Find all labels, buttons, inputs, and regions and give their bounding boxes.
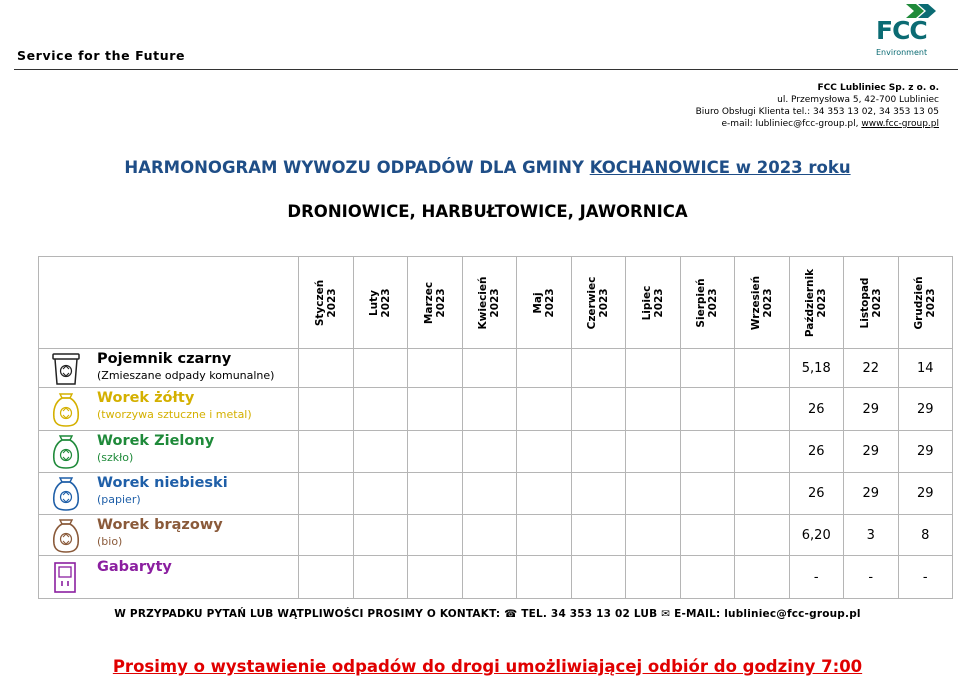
month-header — [626, 257, 681, 349]
month-label — [695, 278, 719, 327]
waste-type-desc: (bio) — [97, 535, 123, 548]
pickup-day-cell — [626, 388, 681, 431]
waste-type-desc: (papier) — [97, 493, 141, 506]
waste-type-cell — [39, 556, 299, 599]
month-name: Wrzesień — [749, 275, 762, 330]
pickup-day-cell — [408, 515, 463, 556]
waste-type-cell — [39, 388, 299, 431]
logo-text: FCC — [876, 16, 927, 45]
month-label — [314, 279, 338, 325]
pickup-day-cell: 26 — [789, 473, 844, 515]
title-main: HARMONOGRAM WYWOZU ODPADÓW DLA GMINY — [124, 158, 590, 177]
contact-email: E-MAIL: lubliniec@fcc-group.pl — [670, 608, 861, 620]
month-name: Grudzień — [913, 275, 926, 330]
month-header — [844, 257, 899, 349]
month-name: Styczeń — [313, 279, 326, 326]
company-address: ul. Przemysłowa 5, 42-700 Lubliniec — [777, 95, 939, 105]
month-name: Sierpień — [695, 277, 708, 328]
pickup-day-cell — [680, 388, 735, 431]
pickup-day-cell — [626, 515, 681, 556]
waste-type-desc: (tworzywa sztuczne i metal) — [97, 408, 252, 421]
contact-phone: TEL. 34 353 13 02 LUB — [517, 608, 662, 620]
month-label — [477, 276, 501, 329]
pickup-day-cell — [626, 473, 681, 515]
schedule-table — [38, 256, 953, 599]
pickup-day-cell — [680, 515, 735, 556]
waste-type-desc: (Zmieszane odpady komunalne) — [97, 369, 275, 382]
pickup-day-cell — [408, 349, 463, 388]
pickup-day-cell — [517, 349, 572, 388]
waste-type-cell — [39, 349, 299, 388]
waste-row — [39, 349, 953, 388]
waste-row — [39, 515, 953, 556]
pickup-day-cell: - — [789, 556, 844, 599]
brown-bag-icon — [51, 518, 81, 554]
month-year: 2023 — [652, 287, 665, 318]
furniture-icon — [51, 560, 81, 596]
waste-type-name: Worek brązowy — [97, 517, 223, 533]
waste-type-desc: (szkło) — [97, 451, 134, 464]
pickup-day-cell — [299, 431, 354, 473]
pickup-day-cell — [571, 388, 626, 431]
month-year: 2023 — [761, 287, 774, 318]
pickup-day-cell — [462, 515, 517, 556]
company-phone: Biuro Obsługi Klienta tel.: 34 353 13 02, 34 353 13 05 — [695, 107, 939, 117]
waste-type-cell — [39, 431, 299, 473]
contact-line — [0, 608, 975, 620]
pickup-day-cell — [299, 388, 354, 431]
tagline: Service for the Future — [17, 48, 186, 63]
pickup-day-cell: 29 — [898, 388, 953, 431]
month-name: Czerwiec — [586, 276, 599, 329]
header-divider — [14, 69, 958, 70]
blue-bag-icon — [51, 476, 81, 512]
month-year: 2023 — [380, 287, 393, 318]
logo-subtext: Environment — [876, 48, 928, 57]
month-name: Kwiecień — [477, 276, 490, 329]
pickup-day-cell — [517, 556, 572, 599]
waste-row — [39, 473, 953, 515]
pickup-day-cell — [680, 556, 735, 599]
phone-icon: ☎ — [504, 608, 518, 620]
month-header — [680, 257, 735, 349]
pickup-day-cell — [571, 556, 626, 599]
month-year: 2023 — [325, 287, 338, 318]
month-label — [750, 275, 774, 329]
waste-type-name: Worek Zielony — [97, 433, 215, 449]
pickup-day-cell — [353, 349, 408, 388]
month-year: 2023 — [598, 287, 611, 318]
pickup-day-cell — [299, 473, 354, 515]
month-label — [804, 268, 828, 336]
pickup-day-cell: 22 — [844, 349, 899, 388]
pickup-day-cell — [353, 515, 408, 556]
waste-type-cell — [39, 515, 299, 556]
month-header — [408, 257, 463, 349]
month-label — [913, 276, 937, 329]
company-info — [696, 82, 939, 130]
waste-type-name: Worek niebieski — [97, 475, 228, 491]
green-bag-icon — [51, 434, 81, 470]
pickup-day-cell — [571, 431, 626, 473]
pickup-day-cell: 29 — [898, 431, 953, 473]
pickup-day-cell — [680, 349, 735, 388]
month-header — [789, 257, 844, 349]
month-header — [517, 257, 572, 349]
month-label — [859, 277, 883, 328]
pickup-day-cell — [462, 388, 517, 431]
pickup-day-cell — [462, 556, 517, 599]
pickup-day-cell — [353, 431, 408, 473]
title-municipality: KOCHANOWICE w 2023 roku — [589, 158, 851, 177]
month-header — [462, 257, 517, 349]
waste-row — [39, 388, 953, 431]
fcc-logo — [870, 2, 940, 60]
pickup-day-cell — [462, 349, 517, 388]
month-header — [735, 257, 790, 349]
pickup-day-cell: 29 — [844, 431, 899, 473]
pickup-day-cell — [408, 431, 463, 473]
waste-type-name: Worek żółty — [97, 390, 195, 406]
month-label — [641, 285, 665, 320]
pickup-day-cell — [735, 515, 790, 556]
month-header — [353, 257, 408, 349]
pickup-day-cell: 8 — [898, 515, 953, 556]
pickup-day-cell — [299, 515, 354, 556]
month-header — [571, 257, 626, 349]
pickup-day-cell — [626, 556, 681, 599]
pickup-day-cell — [571, 473, 626, 515]
month-year: 2023 — [816, 287, 829, 318]
pickup-day-cell — [680, 473, 735, 515]
month-year: 2023 — [489, 287, 502, 318]
pickup-day-cell — [571, 515, 626, 556]
pickup-day-cell — [735, 473, 790, 515]
month-header — [299, 257, 354, 349]
month-label — [532, 288, 556, 317]
waste-type-name: Pojemnik czarny — [97, 351, 232, 367]
schedule-body — [39, 349, 953, 599]
company-email-line — [696, 118, 939, 130]
month-name: Lipiec — [640, 285, 653, 320]
pickup-day-cell — [680, 431, 735, 473]
pickup-day-cell — [735, 431, 790, 473]
pickup-day-cell — [353, 556, 408, 599]
pickup-notice: Prosimy o wystawienie odpadów do drogi umożliwiającej odbiór do godziny 7:00 — [112, 657, 863, 676]
pickup-day-cell: 29 — [844, 473, 899, 515]
month-year: 2023 — [707, 287, 720, 318]
pickup-day-cell: 26 — [789, 431, 844, 473]
waste-type-cell — [39, 473, 299, 515]
pickup-day-cell — [517, 473, 572, 515]
pickup-day-cell — [299, 349, 354, 388]
pickup-day-cell: 5,18 — [789, 349, 844, 388]
pickup-day-cell: 3 — [844, 515, 899, 556]
pickup-day-cell — [408, 556, 463, 599]
month-name: Marzec — [422, 281, 435, 324]
month-year: 2023 — [434, 287, 447, 318]
month-label — [423, 281, 447, 323]
month-year: 2023 — [925, 287, 938, 318]
pickup-day-cell — [353, 388, 408, 431]
pickup-day-cell — [735, 556, 790, 599]
month-name: Maj — [531, 291, 544, 314]
corner-cell — [39, 257, 299, 349]
month-label — [586, 276, 610, 329]
page-title — [0, 158, 975, 177]
pickup-day-cell: - — [898, 556, 953, 599]
month-header-row — [39, 257, 953, 349]
month-name: Luty — [368, 289, 381, 316]
pickup-day-cell — [517, 388, 572, 431]
yellow-bag-icon — [51, 392, 81, 428]
contact-prefix: W PRZYPADKU PYTAŃ LUB WĄTPLIWOŚCI PROSIMY O KONTAKT: — [114, 608, 505, 620]
waste-row — [39, 556, 953, 599]
pickup-day-cell — [626, 431, 681, 473]
pickup-day-cell: 29 — [898, 473, 953, 515]
month-year: 2023 — [543, 287, 556, 318]
pickup-day-cell — [626, 349, 681, 388]
waste-type-name: Gabaryty — [97, 559, 172, 575]
pickup-day-cell — [735, 388, 790, 431]
pickup-day-cell: - — [844, 556, 899, 599]
month-name: Listopad — [858, 277, 871, 328]
pickup-day-cell: 29 — [844, 388, 899, 431]
pickup-day-cell — [353, 473, 408, 515]
pickup-day-cell — [408, 473, 463, 515]
envelope-icon: ✉ — [661, 608, 671, 620]
waste-row — [39, 431, 953, 473]
pickup-day-cell — [299, 556, 354, 599]
company-name: FCC Lubliniec Sp. z o. o. — [817, 83, 939, 93]
pickup-day-cell — [517, 431, 572, 473]
pickup-day-cell — [462, 431, 517, 473]
pickup-day-cell: 26 — [789, 388, 844, 431]
month-label — [368, 288, 392, 317]
month-name: Październik — [804, 268, 817, 337]
pickup-day-cell: 6,20 — [789, 515, 844, 556]
pickup-day-cell: 14 — [898, 349, 953, 388]
website-link[interactable]: www.fcc-group.pl — [861, 119, 939, 129]
pickup-day-cell — [735, 349, 790, 388]
pickup-day-cell — [462, 473, 517, 515]
month-header — [898, 257, 953, 349]
black-bin-icon — [51, 351, 81, 387]
company-email: e-mail: lubliniec@fcc-group.pl, — [721, 119, 862, 129]
month-year: 2023 — [870, 287, 883, 318]
pickup-day-cell — [517, 515, 572, 556]
pickup-day-cell — [408, 388, 463, 431]
pickup-day-cell — [571, 349, 626, 388]
page-subtitle: DRONIOWICE, HARBUŁTOWICE, JAWORNICA — [287, 202, 688, 221]
